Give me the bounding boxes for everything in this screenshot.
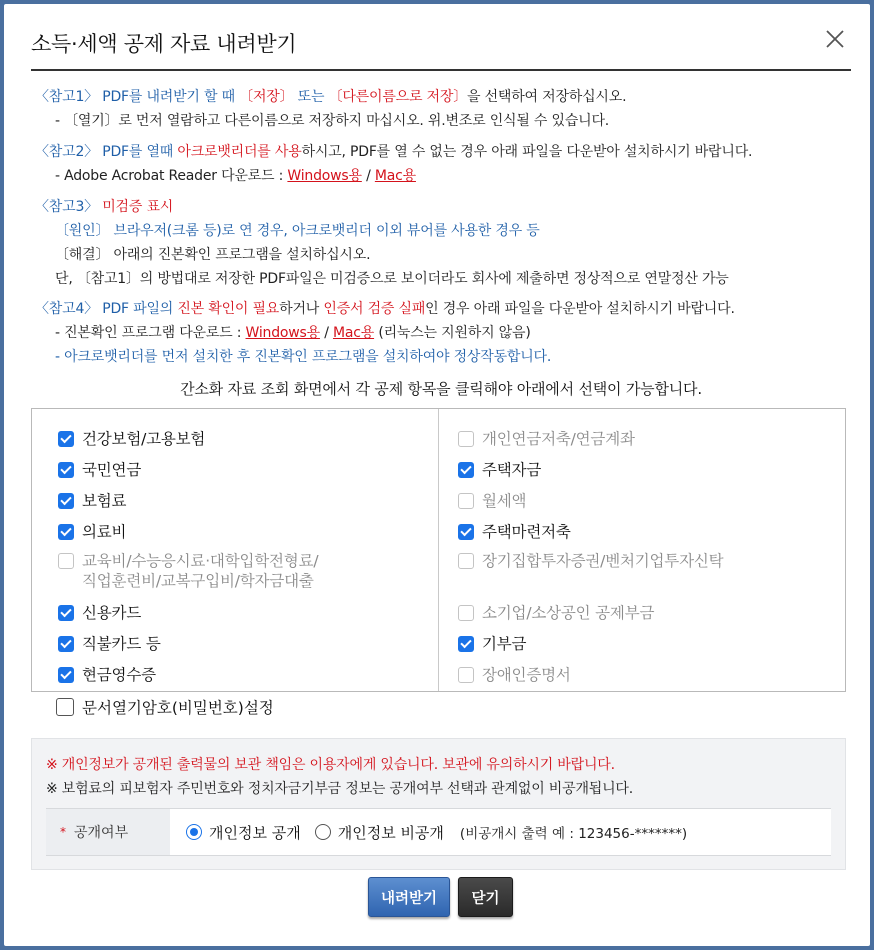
- note4-linux: (리눅스는 지원하지 않음): [374, 325, 531, 341]
- right-label: [482, 491, 526, 511]
- right-checkbox[interactable]: [458, 524, 474, 540]
- note1-or: 또는: [293, 89, 329, 105]
- privacy-notice-1: ※ 개인정보가 공개된 출력물의 보관 책임은 이용자에게 있습니다. 보관에 유의하시기 바랍니다.: [46, 757, 615, 773]
- right-label-line: 소기업/소상공인 공제부금: [482, 604, 655, 622]
- note4-sub: [55, 322, 531, 342]
- right-label-line: 주택마련저축: [482, 523, 571, 541]
- close-icon[interactable]: [822, 26, 848, 52]
- privacy-info-box: [31, 738, 846, 870]
- left-label: [82, 429, 205, 449]
- right-label: [482, 429, 635, 449]
- right-label: [482, 460, 541, 480]
- left-checkbox[interactable]: [58, 493, 74, 509]
- note4-sep: /: [319, 325, 333, 341]
- left-item[interactable]: [58, 603, 141, 623]
- required-mark: *: [60, 825, 66, 839]
- right-checkbox: [458, 493, 474, 509]
- left-label-line: 교육비/수능응시료·대학입학전형료/: [82, 552, 319, 570]
- verifier-windows-link[interactable]: Windows용: [245, 325, 320, 341]
- download-button[interactable]: 내려받기: [368, 877, 450, 917]
- close-button[interactable]: 닫기: [458, 877, 513, 917]
- note4-mid: 하거나: [279, 301, 324, 317]
- note1-saveas: 〔다른이름으로 저장〕: [328, 89, 468, 105]
- left-checkbox[interactable]: [58, 605, 74, 621]
- right-item: [458, 603, 654, 623]
- left-label: [82, 522, 126, 542]
- radio-private-label: 개인정보 비공개: [337, 823, 444, 842]
- left-checkbox[interactable]: [58, 524, 74, 540]
- right-checkbox: [458, 431, 474, 447]
- left-label-line: 직불카드 등: [82, 635, 161, 653]
- left-checkbox[interactable]: [58, 667, 74, 683]
- private-example-note: (비공개시 출력 예 : 123456-*******): [459, 826, 688, 842]
- note1-lead: 〈참고1〉 PDF를 내려받기 할 때: [35, 89, 240, 105]
- left-label: [82, 491, 126, 511]
- left-label-line: 건강보험/고용보험: [82, 430, 206, 448]
- note3-but: 단, 〔참고1〕의 방법대로 저장한 PDF파일은 미검증으로 보이더라도 회사에 제출하면 정상적으로 연말정산 가능: [55, 271, 729, 287]
- acrobat-windows-link[interactable]: Windows용: [287, 168, 362, 184]
- deduction-items-panel: [31, 408, 846, 692]
- left-checkbox[interactable]: [58, 462, 74, 478]
- note4-tail: 인 경우 아래 파일을 다운받아 설치하시기 바랍니다.: [425, 301, 735, 317]
- note4-line: [35, 298, 735, 318]
- radio-private-indicator[interactable]: [315, 824, 331, 840]
- left-label-line: 보험료: [82, 492, 127, 510]
- left-label: [82, 551, 318, 591]
- right-label: [482, 551, 723, 571]
- note3-lead: 〈참고3〉: [35, 199, 103, 215]
- right-label: [482, 522, 571, 542]
- left-item[interactable]: [58, 665, 156, 685]
- note2-tail: 하시고, PDF를 열 수 없는 경우 아래 파일을 다운받아 설치하시기 바랍니다.: [301, 144, 753, 160]
- selection-guide: 간소화 자료 조회 화면에서 각 공제 항목을 클릭해야 아래에서 선택이 가능합니다.: [180, 380, 702, 398]
- note2-lead: 〈참고2〉 PDF를 열때: [35, 144, 178, 160]
- right-label: [482, 603, 654, 623]
- right-label-line: 기부금: [482, 635, 527, 653]
- left-label-line2: 직업훈련비/교복구입비/학자금대출: [82, 572, 314, 590]
- left-label-line: 신용카드: [82, 604, 142, 622]
- radio-private[interactable]: [315, 822, 444, 843]
- right-checkbox: [458, 553, 474, 569]
- privacy-notice-2: ※ 보험료의 피보험자 주민번호와 정치자금기부금 정보는 공개여부 선택과 관계없이 비공개됩니다.: [46, 781, 633, 797]
- disclosure-label: [46, 809, 170, 855]
- disclosure-options: [170, 809, 831, 855]
- right-label: [482, 634, 526, 654]
- left-label: [82, 665, 156, 685]
- title-divider: [31, 69, 851, 71]
- download-dialog: [4, 4, 870, 946]
- left-item[interactable]: [58, 460, 141, 480]
- note4-lead: 〈참고4〉 PDF 파일의: [35, 301, 178, 317]
- acrobat-mac-link[interactable]: Mac용: [374, 168, 416, 184]
- right-label-line: 개인연금저축/연금계좌: [482, 430, 635, 448]
- radio-public-label: 개인정보 공개: [209, 823, 301, 842]
- note1-sub: - 〔열기〕로 먼저 열람하고 다른이름으로 저장하지 마십시오. 위.변조로 인식될 수 있습니다.: [55, 113, 610, 129]
- verifier-mac-link[interactable]: Mac용: [332, 325, 375, 341]
- right-item[interactable]: [458, 522, 571, 542]
- left-checkbox[interactable]: [58, 431, 74, 447]
- disclosure-row: [46, 808, 831, 856]
- left-label-line: 의료비: [82, 523, 127, 541]
- left-label: [82, 634, 161, 654]
- right-checkbox[interactable]: [458, 462, 474, 478]
- right-label-line: 장기집합투자증권/벤처기업투자신탁: [482, 552, 724, 570]
- right-label-line: 월세액: [482, 492, 527, 510]
- left-item[interactable]: [58, 522, 126, 542]
- dialog-title: 소득·세액 공제 자료 내려받기: [31, 32, 297, 56]
- note3-cause: 〔원인〕 브라우저(크롬 등)로 연 경우, 아크로뱃리더 이외 뷰어를 사용한 경우 등: [55, 223, 540, 239]
- radio-public-indicator[interactable]: [186, 824, 202, 840]
- note4-fail: 인증서 검증 실패: [323, 301, 426, 317]
- right-item[interactable]: [458, 460, 541, 480]
- left-label: [82, 603, 141, 623]
- right-checkbox: [458, 667, 474, 683]
- right-label: [482, 665, 571, 685]
- note3-line: [35, 196, 173, 216]
- left-checkbox[interactable]: [58, 636, 74, 652]
- disclosure-label-text: 공개여부: [74, 825, 129, 841]
- right-item: [458, 429, 635, 449]
- note4-sub-lead: - 진본확인 프로그램 다운로드 :: [55, 325, 246, 341]
- left-label-line: 국민연금: [82, 461, 142, 479]
- right-item: [458, 551, 723, 571]
- note3-title: 미검증 표시: [102, 199, 174, 215]
- note2-sub-lead: - Adobe Acrobat Reader 다운로드 :: [55, 168, 288, 184]
- radio-public[interactable]: [186, 822, 301, 843]
- right-checkbox: [458, 605, 474, 621]
- left-item[interactable]: [58, 491, 126, 511]
- note3-fix: 〔해결〕 아래의 진본확인 프로그램을 설치하십시오.: [55, 247, 371, 263]
- password-option[interactable]: [56, 696, 274, 718]
- left-checkbox: [58, 553, 74, 569]
- note2-line: [35, 141, 752, 161]
- right-label-line: 장애인증명서: [482, 666, 571, 684]
- left-item[interactable]: [58, 634, 161, 654]
- note4-sub2: - 아크로뱃리더를 먼저 설치한 후 진본확인 프로그램을 설치하여야 정상작동합니다.: [55, 349, 552, 365]
- right-label-line: 주택자금: [482, 461, 542, 479]
- note2-sep: /: [361, 168, 375, 184]
- note2-acro: 아크로뱃리더를 사용: [177, 144, 302, 160]
- right-checkbox[interactable]: [458, 636, 474, 652]
- right-item: [458, 491, 526, 511]
- note4-need: 진본 확인이 필요: [177, 301, 280, 317]
- password-label: 문서열기암호(비밀번호)설정: [82, 699, 274, 717]
- note2-sub: [55, 165, 416, 185]
- panel-divider: [438, 409, 439, 691]
- note1-save: 〔저장〕: [239, 89, 294, 105]
- right-item: [458, 665, 571, 685]
- password-checkbox[interactable]: [56, 698, 74, 716]
- right-item[interactable]: [458, 634, 526, 654]
- left-item: [58, 551, 318, 591]
- note1-line: [35, 86, 626, 106]
- left-item[interactable]: [58, 429, 205, 449]
- left-label: [82, 460, 141, 480]
- left-label-line: 현금영수증: [82, 666, 156, 684]
- note1-tail: 을 선택하여 저장하십시오.: [467, 89, 627, 105]
